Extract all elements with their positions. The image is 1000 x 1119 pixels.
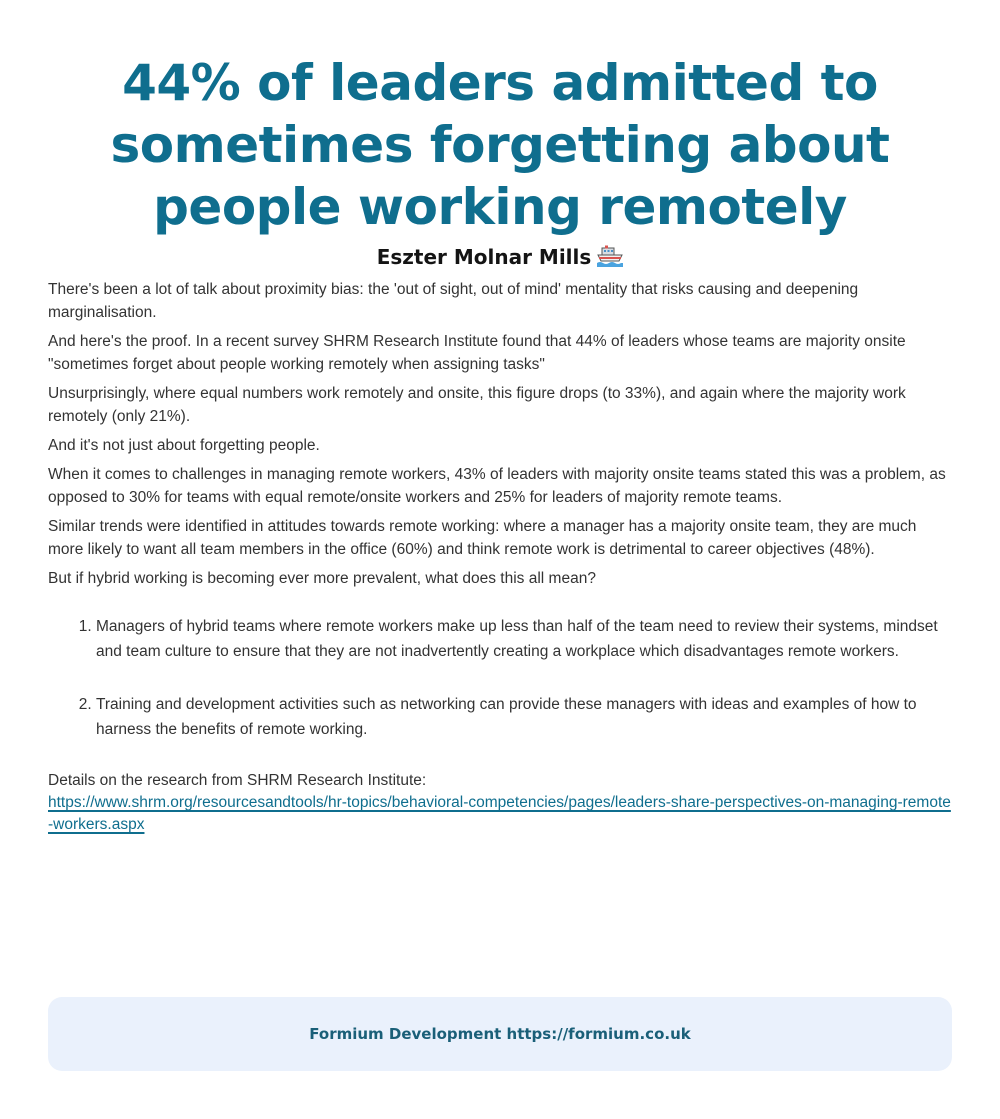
paragraph: But if hybrid working is becoming ever more prevalent, what does this all mean? [48, 570, 596, 587]
post-body [48, 278, 952, 590]
post-title: 44% of leaders admitted to sometimes forgetting about people working remotely [110, 54, 890, 236]
footer-text[interactable]: Formium Development https://formium.co.uk [309, 1025, 691, 1043]
paragraph: Unsurprisingly, where equal numbers work remotely and onsite, this figure drops (to 33%), and again where the majority work remotely (only 21%). [48, 385, 906, 425]
details-label: Details on the research from SHRM Research Institute: [48, 772, 427, 789]
ship-icon [597, 245, 623, 267]
paragraph: When it comes to challenges in managing remote workers, 43% of leaders with majority onsite teams stated this was a problem, as opposed to 30% for teams with equal remote/onsite workers and 25% for leaders of majority remote teams. [48, 466, 946, 506]
numbered-list [48, 614, 952, 742]
footer-banner [48, 997, 952, 1071]
paragraph: And here's the proof. In a recent survey SHRM Research Institute found that 44% of leaders whose teams are majority onsite "sometimes forget about people working remotely when assigning tasks" [48, 333, 906, 373]
author-name: Eszter Molnar Mills [376, 245, 592, 269]
paragraph: Similar trends were identified in attitudes towards remote working: where a manager has a majority onsite team, they are much more likely to want all team members in the office (60%) and think remote work is detrimental to career objectives (48%). [48, 518, 917, 558]
paragraph: There's been a lot of talk about proximity bias: the 'out of sight, out of mind' mentality that risks causing and deepening marginalisation. [48, 281, 859, 321]
list-item: 2. Training and development activities such as networking can provide these managers with ideas and examples of how to harness the benefits of remote working. [96, 692, 952, 742]
post [48, 0, 952, 836]
details-section [48, 770, 952, 836]
research-link[interactable]: https://www.shrm.org/resourcesandtools/hr-topics/behavioral-competencies/pages/leaders-share-perspectives-on-managing-remote-workers.aspx [48, 794, 951, 833]
paragraph: And it's not just about forgetting people. [48, 437, 320, 454]
author-line [48, 244, 952, 270]
list-item: 1. Managers of hybrid teams where remote workers make up less than half of the team need to review their systems, mindset and team culture to ensure that they are not inadvertently creating a workplace which disadvantages remote workers. [96, 614, 952, 664]
